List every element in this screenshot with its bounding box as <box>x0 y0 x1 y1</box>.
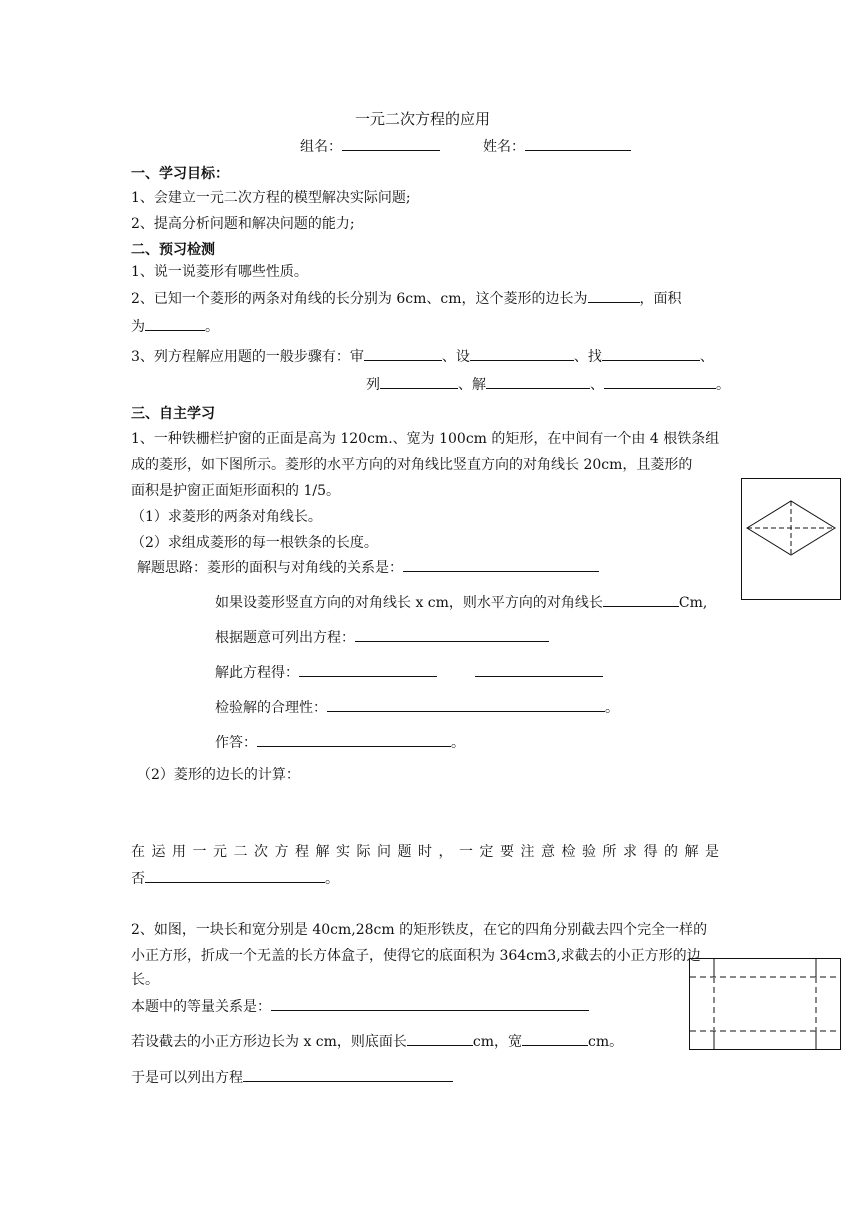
problem1-line: 成的菱形，如下图所示。菱形的水平方向的对角线比竖直方向的对角线长 20cm，且菱形的 <box>131 457 693 473</box>
assume-square-mid: cm，宽 <box>472 1034 523 1050</box>
sheet-metal-figure <box>689 958 841 1050</box>
step-solve <box>215 662 603 683</box>
window-rhombus-figure <box>741 478 841 600</box>
problem1-q1: （1）求菱形的两条对角线长。 <box>131 509 322 525</box>
equation-blank[interactable] <box>355 627 549 642</box>
rhombus-diagram <box>742 479 840 599</box>
final-equation-blank[interactable] <box>243 1067 453 1082</box>
side-length-blank[interactable] <box>588 288 640 303</box>
preview-q2-line1 <box>131 288 682 309</box>
horizontal-diagonal-blank[interactable] <box>603 592 679 607</box>
solution-thinking <box>137 557 599 578</box>
page-title: 一元二次方程的应用 <box>355 110 491 128</box>
note-line2 <box>131 868 339 889</box>
preview-q3-line2 <box>366 374 730 395</box>
group-blank[interactable] <box>342 136 440 151</box>
equation-label: 根据题意可列出方程： <box>215 630 355 646</box>
q3-sep2: 、 <box>590 377 604 393</box>
note-end: 。 <box>325 871 339 887</box>
side-length-calc: （2）菱形的边长的计算： <box>137 767 300 783</box>
check-blank[interactable] <box>327 697 605 712</box>
solution-2-blank[interactable] <box>475 662 603 677</box>
q3-zhao-label: 、找 <box>573 349 602 365</box>
section-3-heading: 三、自主学习 <box>131 406 215 422</box>
section-2-heading: 二、预习检测 <box>131 242 215 258</box>
step-shen-blank[interactable] <box>364 346 442 361</box>
answer-end: 。 <box>451 735 465 751</box>
step-assume <box>215 592 707 613</box>
equal-relation-blank[interactable] <box>271 996 589 1011</box>
step-check <box>215 697 619 718</box>
q3-end: 。 <box>716 377 730 393</box>
assume-text: 如果设菱形竖直方向的对角线长 x cm，则水平方向的对角线长 <box>215 595 603 611</box>
objective-item: 1、会建立一元二次方程的模型解决实际问题; <box>131 190 411 206</box>
q3-jie-label: 、解 <box>458 377 486 393</box>
preview-q2-wei: 为 <box>131 319 145 335</box>
q3-lead: 3、列方程解应用题的一般步骤有：审 <box>131 349 364 365</box>
answer-blank[interactable] <box>257 732 451 747</box>
name-label: 姓名： <box>483 139 525 155</box>
preview-q2-area-text: ，面积 <box>639 291 682 307</box>
check-end: 。 <box>605 700 619 716</box>
q3-lie-label: 列 <box>366 377 380 393</box>
answer-label: 作答： <box>215 735 257 751</box>
problem1-q2: （2）求组成菱形的每一根铁条的长度。 <box>131 535 378 551</box>
step-she-blank[interactable] <box>470 346 574 361</box>
cut-corners-diagram <box>690 959 840 1049</box>
then-label: 于是可以列出方程 <box>131 1070 243 1086</box>
area-blank[interactable] <box>145 316 205 331</box>
preview-q2-text: 2、已知一个菱形的两条对角线的长分别为 6cm、cm，这个菱形的边长为 <box>131 291 588 307</box>
base-width-blank[interactable] <box>522 1031 588 1046</box>
solution-1-blank[interactable] <box>299 662 437 677</box>
step-answer <box>215 732 465 753</box>
objective-item: 2、提高分析问题和解决问题的能力; <box>131 216 355 232</box>
problem2-line: 长。 <box>131 972 159 988</box>
name-field <box>483 136 631 157</box>
equal-relation <box>131 996 589 1017</box>
preview-q1: 1、说一说菱形有哪些性质。 <box>131 264 308 280</box>
then-equation <box>131 1067 453 1088</box>
q3-sep: 、 <box>699 349 714 365</box>
preview-q2-line2 <box>131 316 219 337</box>
step-answer-blank[interactable] <box>604 374 716 389</box>
step-zhao-blank[interactable] <box>602 346 700 361</box>
name-blank[interactable] <box>525 136 631 151</box>
section-1-heading: 一、学习目标： <box>131 166 229 182</box>
note-blank[interactable] <box>145 868 325 883</box>
problem2-line: 小正方形，折成一个无盖的长方体盒子，使得它的底面积为 364cm3,求截去的小正方形的边 <box>131 948 701 964</box>
equal-relation-label: 本题中的等量关系是： <box>131 999 271 1015</box>
step-jie-blank[interactable] <box>486 374 590 389</box>
group-label: 组名： <box>300 139 342 155</box>
thinking-label: 解题思路：菱形的面积与对角线的关系是： <box>137 560 403 576</box>
problem1-line: 1、一种铁栅栏护窗的正面是高为 120cm.、宽为 100cm 的矩形，在中间有一个由 4 根铁条组 <box>131 431 720 447</box>
group-field <box>300 136 440 157</box>
assume-square <box>131 1031 623 1052</box>
assume-unit: Cm, <box>678 595 708 611</box>
q3-she-label: 、设 <box>441 349 470 365</box>
preview-q3-line1 <box>131 346 714 367</box>
check-label: 检验解的合理性： <box>215 700 327 716</box>
assume-square-text: 若设截去的小正方形边长为 x cm，则底面长 <box>131 1034 407 1050</box>
step-lie-blank[interactable] <box>380 374 458 389</box>
base-length-blank[interactable] <box>407 1031 473 1046</box>
preview-q2-end: 。 <box>205 319 219 335</box>
note-line1: 在运用一元二次方程解实际问题时，一定要注意检验所求得的解是 <box>131 844 726 860</box>
note-fou: 否 <box>131 871 145 887</box>
relation-blank[interactable] <box>403 557 599 572</box>
problem1-line: 面积是护窗正面矩形面积的 1/5。 <box>131 483 340 499</box>
problem2-line: 2、如图，一块长和宽分别是 40cm,28cm 的矩形铁皮，在它的四角分别截去四个完全一样的 <box>131 922 708 938</box>
step-equation <box>215 627 549 648</box>
assume-square-end: cm。 <box>588 1034 624 1050</box>
solve-label: 解此方程得： <box>215 665 299 681</box>
